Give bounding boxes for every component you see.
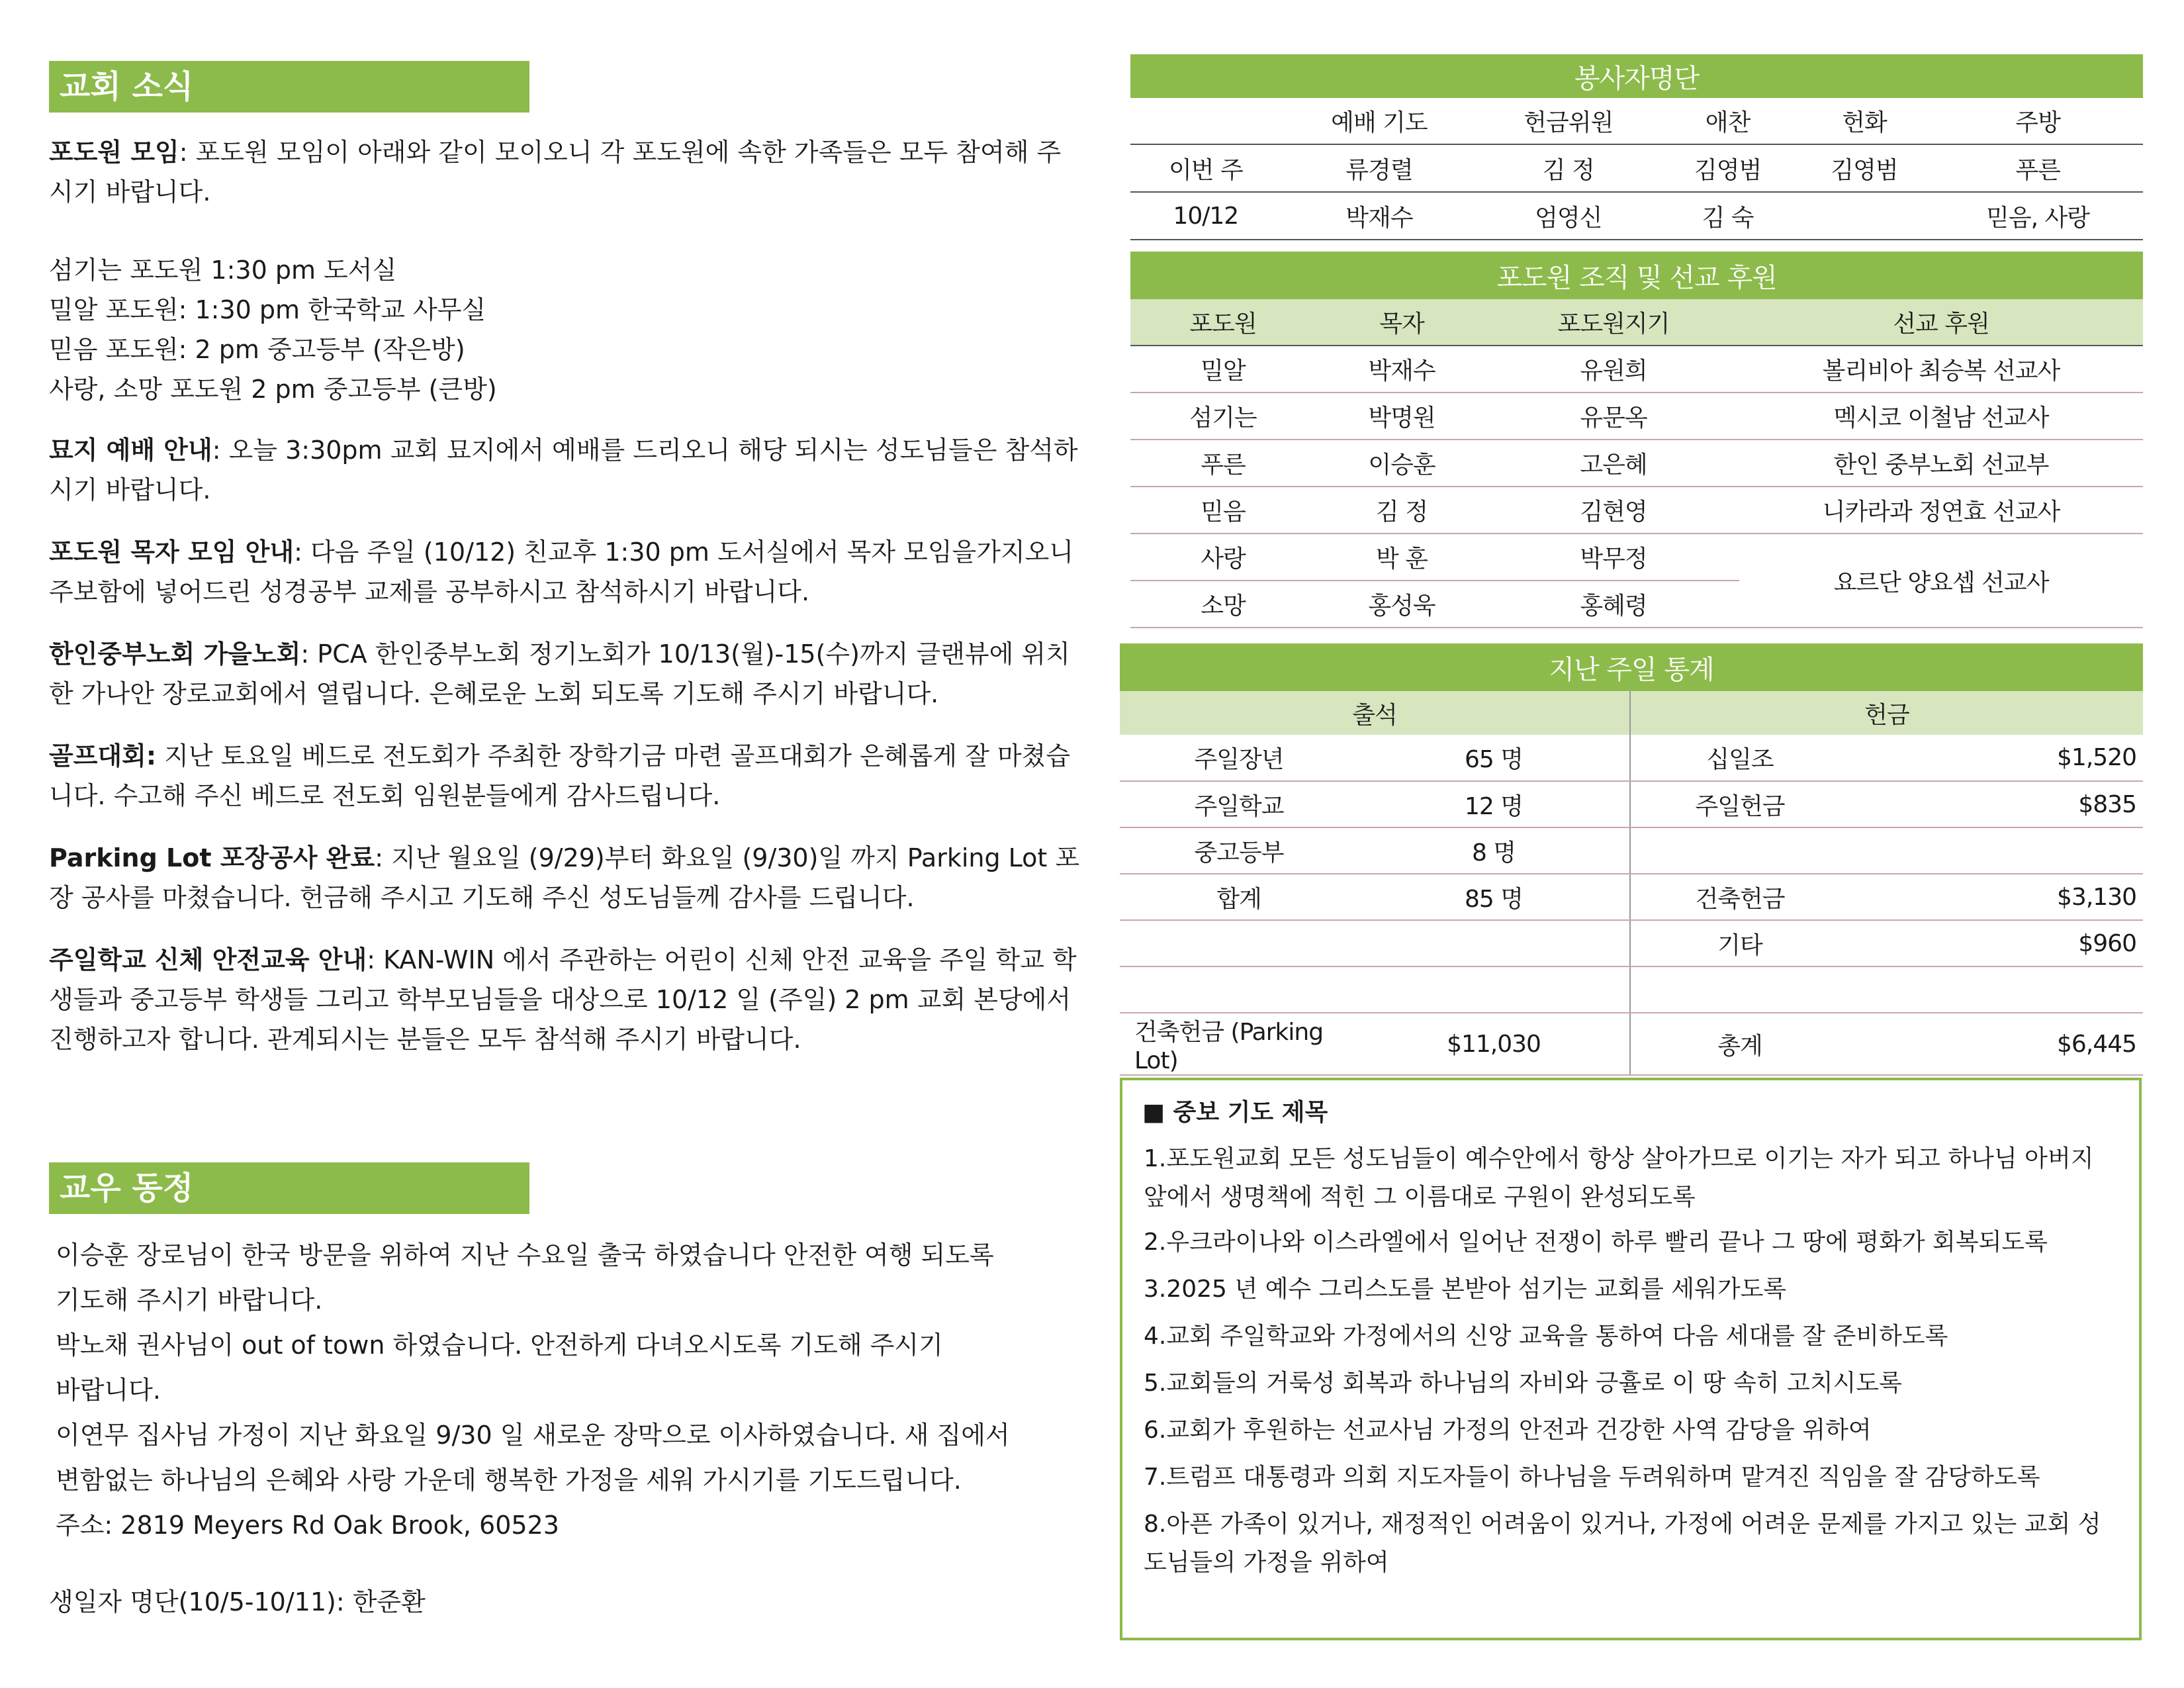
table-cell: 박무정	[1488, 534, 1739, 581]
table-cell: $960	[1849, 920, 2143, 966]
table-cell: 밀알	[1130, 346, 1316, 393]
table-cell: 홍혜령	[1488, 581, 1739, 628]
table-cell: 건축헌금	[1630, 874, 1849, 920]
news-item-golf	[49, 736, 1081, 816]
table-cell: 유원희	[1488, 346, 1739, 393]
news-item-label: 주일학교 신체 안전교육 안내	[49, 945, 367, 974]
table-cell: 요르단 양요셉 선교사	[1739, 534, 2143, 628]
table-cell	[1120, 966, 1358, 1013]
table-cell	[1796, 192, 1933, 240]
news-item-parking-lot	[49, 838, 1081, 917]
news-item-text: : 지난 월요일 (9/29)부터 화요일 (9/30)일 까지 Parking Lot 포장 공사를 마쳤습니다. 헌금해 주시고 기도해 주신 성도님들께 감사를 드립니다.	[49, 843, 1080, 912]
news-item-safety-education	[49, 940, 1081, 1059]
volunteer-title: 봉사자명단	[1130, 54, 2143, 98]
prayer-item: 7.트럼프 대통령과 의회 지도자들이 하나님을 두려워하며 맡겨진 직임을 잘 감당하도록	[1144, 1464, 2040, 1491]
birthday-list: 생일자 명단(10/5-10/11): 한준환	[49, 1587, 426, 1617]
table-cell: 총계	[1630, 1013, 1849, 1075]
table-cell: 니카라과 정연효 선교사	[1739, 487, 2143, 534]
vineyard-col-header: 선교 후원	[1739, 299, 2143, 346]
table-cell	[1120, 920, 1358, 966]
table-cell: 김 숙	[1659, 192, 1796, 240]
news-item-label: 한인중부노회 가을노회	[49, 639, 301, 669]
fellowship-line: 바랍니다.	[56, 1376, 161, 1405]
news-item-presbytery	[49, 634, 1081, 714]
table-cell: 푸른	[1933, 144, 2143, 192]
volunteer-col-header: 애찬	[1659, 98, 1796, 144]
vineyard-col-header: 목자	[1316, 299, 1488, 346]
table-row	[1120, 735, 2143, 781]
fellowship-line: 기도해 주시기 바랍니다.	[56, 1286, 323, 1315]
table-cell: 김 정	[1477, 144, 1659, 192]
table-cell: 십일조	[1630, 735, 1849, 781]
table-cell: 푸른	[1130, 440, 1316, 487]
table-row	[1130, 192, 2143, 240]
news-item-cemetery-service	[49, 430, 1081, 510]
table-cell: 박재수	[1281, 192, 1478, 240]
volunteer-col-header: 헌금위원	[1477, 98, 1659, 144]
table-cell: 주일장년	[1120, 735, 1358, 781]
table-cell: 주일학교	[1120, 781, 1358, 827]
table-cell: 중고등부	[1120, 827, 1358, 874]
table-cell: 85 명	[1358, 874, 1630, 920]
volunteer-col-header: 주방	[1933, 98, 2143, 144]
attendance-header: 출석	[1120, 691, 1630, 735]
table-row	[1130, 144, 2143, 192]
volunteer-table	[1130, 54, 2143, 240]
table-cell: 홍성욱	[1316, 581, 1488, 628]
prayer-item: 4.교회 주일학교와 가정에서의 신앙 교육을 통하여 다음 세대를 잘 준비하도록	[1144, 1323, 1948, 1350]
fellowship-line: 박노채 권사님이 out of town 하였습니다. 안전하게 다녀오시도록 기도해 주시기	[56, 1331, 943, 1360]
table-cell: 볼리비아 최승복 선교사	[1739, 346, 2143, 393]
table-cell	[1630, 966, 1849, 1013]
vineyard-schedule	[49, 250, 1081, 409]
table-cell: 이번 주	[1130, 144, 1281, 192]
schedule-line: 믿음 포도원: 2 pm 중고등부 (작은방)	[49, 335, 465, 364]
news-item-label: Parking Lot 포장공사 완료	[49, 843, 375, 872]
table-row	[1120, 874, 2143, 920]
table-cell: 12 명	[1358, 781, 1630, 827]
table-cell: 8 명	[1358, 827, 1630, 874]
table-cell: 사랑	[1130, 534, 1316, 581]
table-cell	[1849, 966, 2143, 1013]
prayer-item: 8.아픈 가족이 있거나, 재정적인 어려움이 있거나, 가정에 어려운 문제를 가지고 있는 교회 성도님들의 가정을 위하여	[1144, 1511, 2101, 1576]
news-item-vineyard-meeting	[49, 132, 1081, 212]
news-header: 교회 소식	[49, 61, 529, 113]
vineyard-col-header: 포도원	[1130, 299, 1316, 346]
table-row	[1120, 827, 2143, 874]
table-cell	[1358, 920, 1630, 966]
table-cell: $6,445	[1849, 1013, 2143, 1075]
volunteer-col-header: 헌화	[1796, 98, 1933, 144]
prayer-item: 5.교회들의 거룩성 회복과 하나님의 자비와 긍휼로 이 땅 속히 고치시도록	[1144, 1370, 1902, 1397]
prayer-item: 2.우크라이나와 이스라엘에서 일어난 전쟁이 하루 빨리 끝나 그 땅에 평화가 회복되도록	[1144, 1229, 2048, 1256]
table-row	[1130, 393, 2143, 440]
table-cell: 주일헌금	[1630, 781, 1849, 827]
table-cell	[1630, 827, 1849, 874]
table-cell	[1849, 827, 2143, 874]
table-cell: $3,130	[1849, 874, 2143, 920]
fellowship-line: 주소: 2819 Meyers Rd Oak Brook, 60523	[56, 1511, 559, 1540]
fellowship-line: 이승훈 장로님이 한국 방문을 위하여 지난 수요일 출국 하였습니다 안전한 여행 되도록	[56, 1241, 994, 1270]
table-cell: 김영범	[1796, 144, 1933, 192]
table-cell: 엄영신	[1477, 192, 1659, 240]
table-cell: 김 정	[1316, 487, 1488, 534]
prayer-item: 1.포도원교회 모든 성도님들이 예수안에서 항상 살아가므로 이기는 자가 되고 하나님 아버지 앞에서 생명책에 적힌 그 이름대로 구원이 완성되도록	[1144, 1145, 2094, 1211]
table-cell: $11,030	[1358, 1013, 1630, 1075]
schedule-line: 섬기는 포도원 1:30 pm 도서실	[49, 256, 397, 285]
table-cell: 박재수	[1316, 346, 1488, 393]
news-item-text: : 다음 주일 (10/12) 친교후 1:30 pm 도서실에서 목자 모임을가지오니 주보함에 넣어드린 성경공부 교제를 공부하시고 참석하시기 바랍니다.	[49, 538, 1074, 606]
table-row	[1130, 346, 2143, 393]
table-cell: 유문옥	[1488, 393, 1739, 440]
fellowship-line: 이연무 집사님 가정이 지난 화요일 9/30 일 새로운 장막으로 이사하였습니다. 새 집에서	[56, 1421, 1010, 1450]
news-item-label: 포도원 모임	[49, 138, 179, 167]
table-cell: 믿음, 사랑	[1933, 192, 2143, 240]
table-cell: 합계	[1120, 874, 1358, 920]
prayer-title: ■ 중보 기도 제목	[1142, 1099, 1328, 1126]
table-cell: 고은혜	[1488, 440, 1739, 487]
table-cell: 믿음	[1130, 487, 1316, 534]
prayer-item: 6.교회가 후원하는 선교사님 가정의 안전과 건강한 사역 감당을 위하여	[1144, 1417, 1872, 1444]
table-cell: $1,520	[1849, 735, 2143, 781]
table-cell: 이승훈	[1316, 440, 1488, 487]
news-item-text: : KAN-WIN 에서 주관하는 어린이 신체 안전 교육을 주일 학교 학생들과 중고등부 학생들 그리고 학부모님들을 대상으로 10/12 일 (주일) 2 pm 교회 본당에서 진행하고자 합니다. 관계되시는 분들은 모두 참석해 주시기 바랍니다.	[49, 945, 1077, 1054]
table-row	[1120, 1013, 2143, 1075]
table-cell: 한인 중부노회 선교부	[1739, 440, 2143, 487]
table-row	[1120, 920, 2143, 966]
table-cell: 65 명	[1358, 735, 1630, 781]
news-item-text: : 포도원 모임이 아래와 같이 모이오니 각 포도원에 속한 가족들은 모두 참여해 주시기 바랍니다.	[49, 138, 1062, 207]
table-row	[1130, 440, 2143, 487]
table-cell: 건축헌금 (Parking Lot)	[1120, 1013, 1358, 1075]
volunteer-col-header: 예배 기도	[1281, 98, 1478, 144]
news-item-label: 포도원 목자 모임 안내	[49, 538, 295, 567]
table-cell: 김현영	[1488, 487, 1739, 534]
news-item-label: 골프대회:	[49, 741, 157, 771]
vineyard-col-header: 포도원지기	[1488, 299, 1739, 346]
table-row	[1120, 966, 2143, 1013]
vineyard-title: 포도원 조직 및 선교 후원	[1130, 252, 2143, 299]
prayer-box	[1120, 1078, 2142, 1640]
table-cell: 소망	[1130, 581, 1316, 628]
table-cell: 김영범	[1659, 144, 1796, 192]
table-cell: 류경렬	[1281, 144, 1478, 192]
vineyard-table	[1130, 252, 2143, 628]
news-item-text: : 오늘 3:30pm 교회 묘지에서 예배를 드리오니 해당 되시는 성도님들은 참석하시기 바랍니다.	[49, 436, 1078, 504]
schedule-line: 밀알 포도원: 1:30 pm 한국학교 사무실	[49, 295, 486, 324]
prayer-item: 3.2025 년 예수 그리스도를 본받아 섬기는 교회를 세워가도록	[1144, 1276, 1787, 1303]
stats-table	[1120, 643, 2143, 1076]
volunteer-col-header	[1130, 98, 1281, 144]
table-cell: 박명원	[1316, 393, 1488, 440]
table-cell: 박 훈	[1316, 534, 1488, 581]
table-row	[1120, 781, 2143, 827]
news-item-text: : PCA 한인중부노회 정기노회가 10/13(월)-15(수)까지 글랜뷰에 위치한 가나안 장로교회에서 열립니다. 은혜로운 노회 되도록 기도해 주시기 바랍니다.	[49, 639, 1070, 708]
table-cell: $835	[1849, 781, 2143, 827]
table-cell: 10/12	[1130, 192, 1281, 240]
table-row	[1130, 534, 2143, 581]
table-cell: 멕시코 이철남 선교사	[1739, 393, 2143, 440]
news-item-shepherd-meeting	[49, 532, 1081, 612]
table-cell	[1358, 966, 1630, 1013]
fellowship-news	[56, 1233, 1088, 1548]
news-item-text: 지난 토요일 베드로 전도회가 주최한 장학기금 마련 골프대회가 은혜롭게 잘 마쳤습니다. 수고해 주신 베드로 전도회 임원분들에게 감사드립니다.	[49, 741, 1070, 810]
fellowship-line: 변함없는 하나님의 은혜와 사랑 가운데 행복한 가정을 세워 가시기를 기도드립니다.	[56, 1466, 962, 1495]
offering-header: 헌금	[1864, 701, 1909, 729]
stats-title: 지난 주일 통계	[1120, 643, 2143, 691]
news-item-label: 묘지 예배 안내	[49, 436, 212, 465]
table-row	[1130, 487, 2143, 534]
table-cell: 섬기는	[1130, 393, 1316, 440]
schedule-line: 사랑, 소망 포도원 2 pm 중고등부 (큰방)	[49, 375, 497, 404]
table-cell: 기타	[1630, 920, 1849, 966]
fellowship-header: 교우 동정	[49, 1162, 529, 1214]
